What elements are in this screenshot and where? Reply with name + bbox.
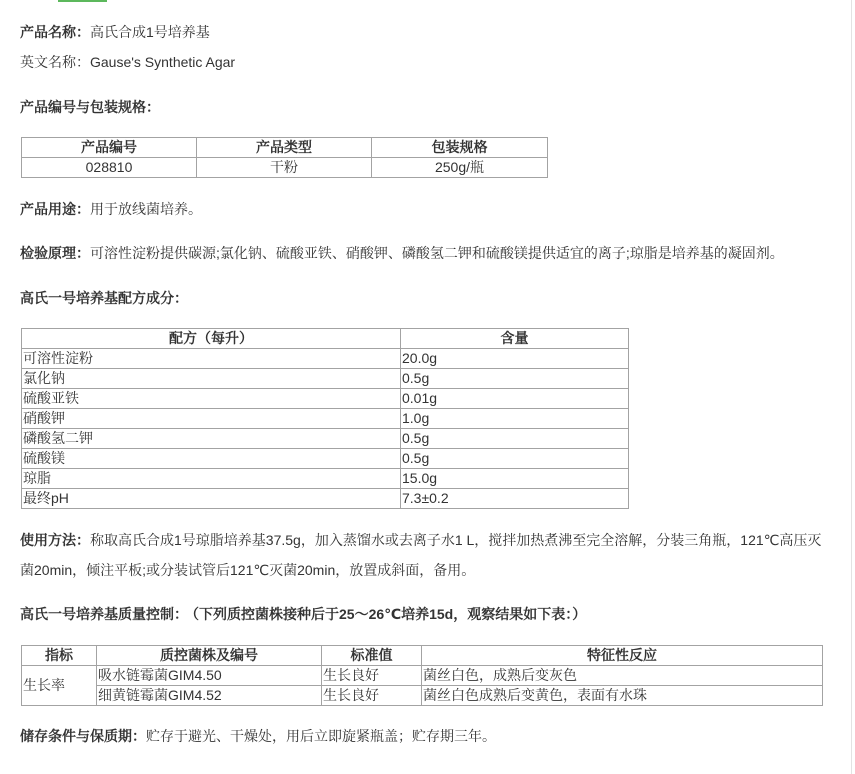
qc-header-cell: 特征性反应	[422, 646, 823, 666]
qc-reaction-cell: 菌丝白色成熟后变黄色，表面有水珠	[422, 686, 823, 706]
formula-amount-cell: 0.5g	[401, 369, 629, 389]
principle-label: 检验原理：	[20, 245, 90, 261]
formula-table	[21, 328, 629, 509]
formula-amount-cell: 7.3±0.2	[401, 489, 629, 509]
english-name-value: Gause's Synthetic Agar	[90, 54, 236, 70]
formula-row	[22, 369, 629, 389]
method-value: 称取高氏合成1号琼脂培养基37.5g，加入蒸馏水或去离子水1 L，搅拌加热煮沸至完全溶解，分装三角瓶，121℃高压灭菌20min，倾注平板;或分装试管后121℃灭菌20min，放置成斜面，备用。	[20, 532, 822, 578]
packaging-table	[21, 137, 548, 178]
active-tab-indicator	[58, 0, 107, 2]
formula-row	[22, 489, 629, 509]
qc-header-cell: 标准值	[322, 646, 422, 666]
qc-header-cell: 指标	[22, 646, 97, 666]
formula-heading: 高氏一号培养基配方成分：	[20, 290, 188, 306]
method-label: 使用方法：	[20, 532, 90, 548]
formula-row	[22, 409, 629, 429]
qc-strain-cell: 吸水链霉菌GIM4.50	[97, 666, 322, 686]
packaging-header-row	[22, 138, 548, 158]
packaging-heading: 产品编号与包装规格：	[20, 99, 160, 115]
quality-control-heading	[20, 604, 586, 624]
usage-label: 产品用途：	[20, 201, 90, 217]
storage-value: 贮存于避光、干燥处，用后立即旋紧瓶盖；贮存期三年。	[146, 728, 496, 744]
formula-ingredient-cell: 可溶性淀粉	[22, 349, 401, 369]
qc-row	[22, 686, 823, 706]
package-spec-cell: 250g/瓶	[372, 158, 548, 178]
packaging-header-cell: 包装规格	[372, 138, 548, 158]
qc-reaction-cell: 菌丝白色，成熟后变灰色	[422, 666, 823, 686]
product-name-label: 产品名称：	[20, 24, 90, 40]
formula-amount-cell: 1.0g	[401, 409, 629, 429]
product-name-line	[20, 22, 210, 42]
packaging-header-cell: 产品类型	[197, 138, 372, 158]
formula-row	[22, 449, 629, 469]
qc-indicator-cell: 生长率	[22, 666, 97, 706]
formula-ingredient-cell: 最终pH	[22, 489, 401, 509]
formula-header-cell: 含量	[401, 329, 629, 349]
qc-header-cell: 质控菌株及编号	[97, 646, 322, 666]
product-name-value: 高氏合成1号培养基	[90, 24, 210, 40]
formula-ingredient-cell: 磷酸氢二钾	[22, 429, 401, 449]
formula-row	[22, 389, 629, 409]
packaging-row	[22, 158, 548, 178]
packaging-header-cell: 产品编号	[22, 138, 197, 158]
usage-value: 用于放线菌培养。	[90, 201, 202, 217]
formula-amount-cell: 0.01g	[401, 389, 629, 409]
product-type-cell: 干粉	[197, 158, 372, 178]
formula-amount-cell: 20.0g	[401, 349, 629, 369]
principle-line	[20, 243, 784, 263]
formula-ingredient-cell: 琼脂	[22, 469, 401, 489]
formula-ingredient-cell: 硫酸亚铁	[22, 389, 401, 409]
formula-row	[22, 469, 629, 489]
formula-amount-cell: 0.5g	[401, 429, 629, 449]
principle-value: 可溶性淀粉提供碳源;氯化钠、硫酸亚铁、硝酸钾、磷酸氢二钾和硫酸镁提供适宜的离子;琼脂是培养基的凝固剂。	[90, 245, 784, 261]
product-code-cell: 028810	[22, 158, 197, 178]
method-paragraph	[20, 525, 832, 585]
formula-amount-cell: 15.0g	[401, 469, 629, 489]
formula-ingredient-cell: 硫酸镁	[22, 449, 401, 469]
formula-row	[22, 429, 629, 449]
english-name-label: 英文名称：	[20, 54, 90, 70]
quality-control-label: 高氏一号培养基质量控制：	[20, 606, 188, 622]
formula-header-row	[22, 329, 629, 349]
qc-standard-cell: 生长良好	[322, 666, 422, 686]
qc-header-row	[22, 646, 823, 666]
formula-header-cell: 配方（每升）	[22, 329, 401, 349]
qc-row	[22, 666, 823, 686]
quality-control-note: （下列质控菌株接种后于25～26℃培养15d，观察结果如下表：）	[192, 606, 587, 622]
qc-strain-cell: 细黄链霉菌GIM4.52	[97, 686, 322, 706]
storage-label: 储存条件与保质期：	[20, 728, 146, 744]
formula-ingredient-cell: 氯化钠	[22, 369, 401, 389]
formula-row	[22, 349, 629, 369]
formula-ingredient-cell: 硝酸钾	[22, 409, 401, 429]
storage-line	[20, 726, 496, 746]
usage-line	[20, 199, 202, 219]
formula-amount-cell: 0.5g	[401, 449, 629, 469]
qc-standard-cell: 生长良好	[322, 686, 422, 706]
quality-control-table	[21, 645, 823, 706]
english-name-line	[20, 52, 235, 72]
